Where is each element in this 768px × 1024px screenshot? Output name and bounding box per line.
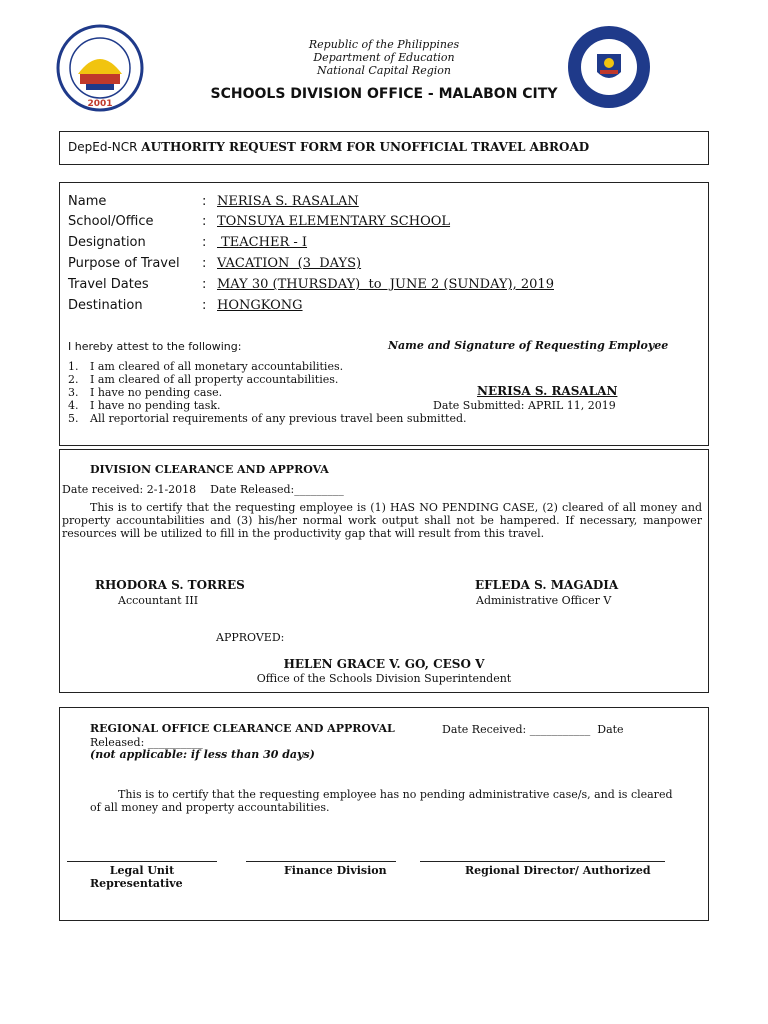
regional-body: This is to certify that the requesting employee has no pending administrative case/s, and is cleared of all money and property accountabilities.	[90, 788, 673, 814]
header-line2: Department of Education	[313, 51, 455, 64]
field-value: VACATION (3 DAYS)	[217, 256, 362, 271]
field-value: MAY 30 (THURSDAY) to JUNE 2 (SUNDAY), 2019	[217, 277, 554, 292]
employee-name: NERISA S. RASALAN	[477, 384, 618, 398]
attest-intro: I hereby attest to the following:	[68, 340, 242, 353]
list-item: 2. I am cleared of all property accountabilities.	[68, 373, 339, 386]
field-label: Name	[68, 194, 107, 209]
deped-seal	[566, 24, 652, 110]
list-item: 1. I am cleared of all monetary accountabilities.	[68, 360, 344, 373]
list-item: 3. I have no pending case.	[68, 386, 223, 399]
field-value: TEACHER - I	[217, 235, 308, 250]
field-value: HONGKONG	[217, 298, 303, 313]
sig-legal-representative: Representative	[90, 877, 183, 890]
field-label: Destination	[68, 298, 143, 313]
colon: :	[202, 256, 207, 271]
field-value: TONSUYA ELEMENTARY SCHOOL	[217, 214, 451, 229]
field-label: Designation	[68, 235, 146, 250]
form-title-text: AUTHORITY REQUEST FORM FOR UNOFFICIAL TRAVEL ABROAD	[141, 140, 590, 154]
colon: :	[202, 277, 207, 292]
colon: :	[202, 298, 207, 313]
division-dates: Date received: 2-1-2018 Date Released:_________	[62, 483, 344, 496]
left-seal-year: 2001	[87, 99, 113, 109]
colon: :	[202, 194, 207, 209]
signature-line-director	[420, 861, 665, 862]
list-item: 5. All reportorial requirements of any previous travel been submitted.	[68, 412, 467, 425]
form-title	[68, 140, 589, 154]
sig-finance: Finance Division	[284, 864, 387, 877]
office-title: SCHOOLS DIVISION OFFICE - MALABON CITY	[210, 86, 558, 102]
regional-date-received: Date Received: ___________ Date	[442, 723, 624, 736]
regional-note: (not applicable: if less than 30 days)	[90, 748, 315, 761]
signer2-name: EFLEDA S. MAGADIA	[475, 578, 619, 592]
regional-released: Released: __________	[90, 736, 203, 749]
colon: :	[202, 214, 207, 229]
date-submitted: Date Submitted: APRIL 11, 2019	[433, 399, 616, 412]
list-item: 4. I have no pending task.	[68, 399, 221, 412]
header-line1: Republic of the Philippines	[308, 38, 460, 51]
division-body: This is to certify that the requesting employee is (1) HAS NO PENDING CASE, (2) cleared of all money and property accountabilities and (3) his/her normal work output shall not be hampered. If necessary, manpower resources will be utilized to fill in the productivity gap that will result from this travel.	[62, 501, 702, 540]
approved-label: APPROVED:	[216, 631, 285, 644]
approver-title: Office of the Schools Division Superintendent	[256, 672, 512, 685]
signature-line-legal	[67, 861, 217, 862]
signature-line-finance	[246, 861, 396, 862]
signer1-title: Accountant III	[118, 594, 199, 607]
division-heading: DIVISION CLEARANCE AND APPROVA	[90, 463, 329, 476]
form-prefix: DepEd-NCR	[68, 140, 138, 154]
signature-caption: Name and Signature of Requesting Employee	[388, 339, 669, 352]
colon: :	[202, 235, 207, 250]
field-label: Travel Dates	[68, 277, 149, 292]
field-label: School/Office	[68, 214, 154, 229]
regional-heading: REGIONAL OFFICE CLEARANCE AND APPROVAL	[90, 722, 395, 735]
approver-name: HELEN GRACE V. GO, CESO V	[283, 657, 485, 671]
attest-list	[68, 360, 467, 425]
signer1-name: RHODORA S. TORRES	[95, 578, 245, 592]
signer2-title: Administrative Officer V	[476, 594, 612, 607]
sig-legal-unit: Legal Unit	[109, 864, 175, 877]
field-value: NERISA S. RASALAN	[217, 194, 359, 209]
sig-director: Regional Director/ Authorized	[465, 864, 651, 877]
header-line3: National Capital Region	[317, 64, 451, 77]
field-label: Purpose of Travel	[68, 256, 180, 271]
